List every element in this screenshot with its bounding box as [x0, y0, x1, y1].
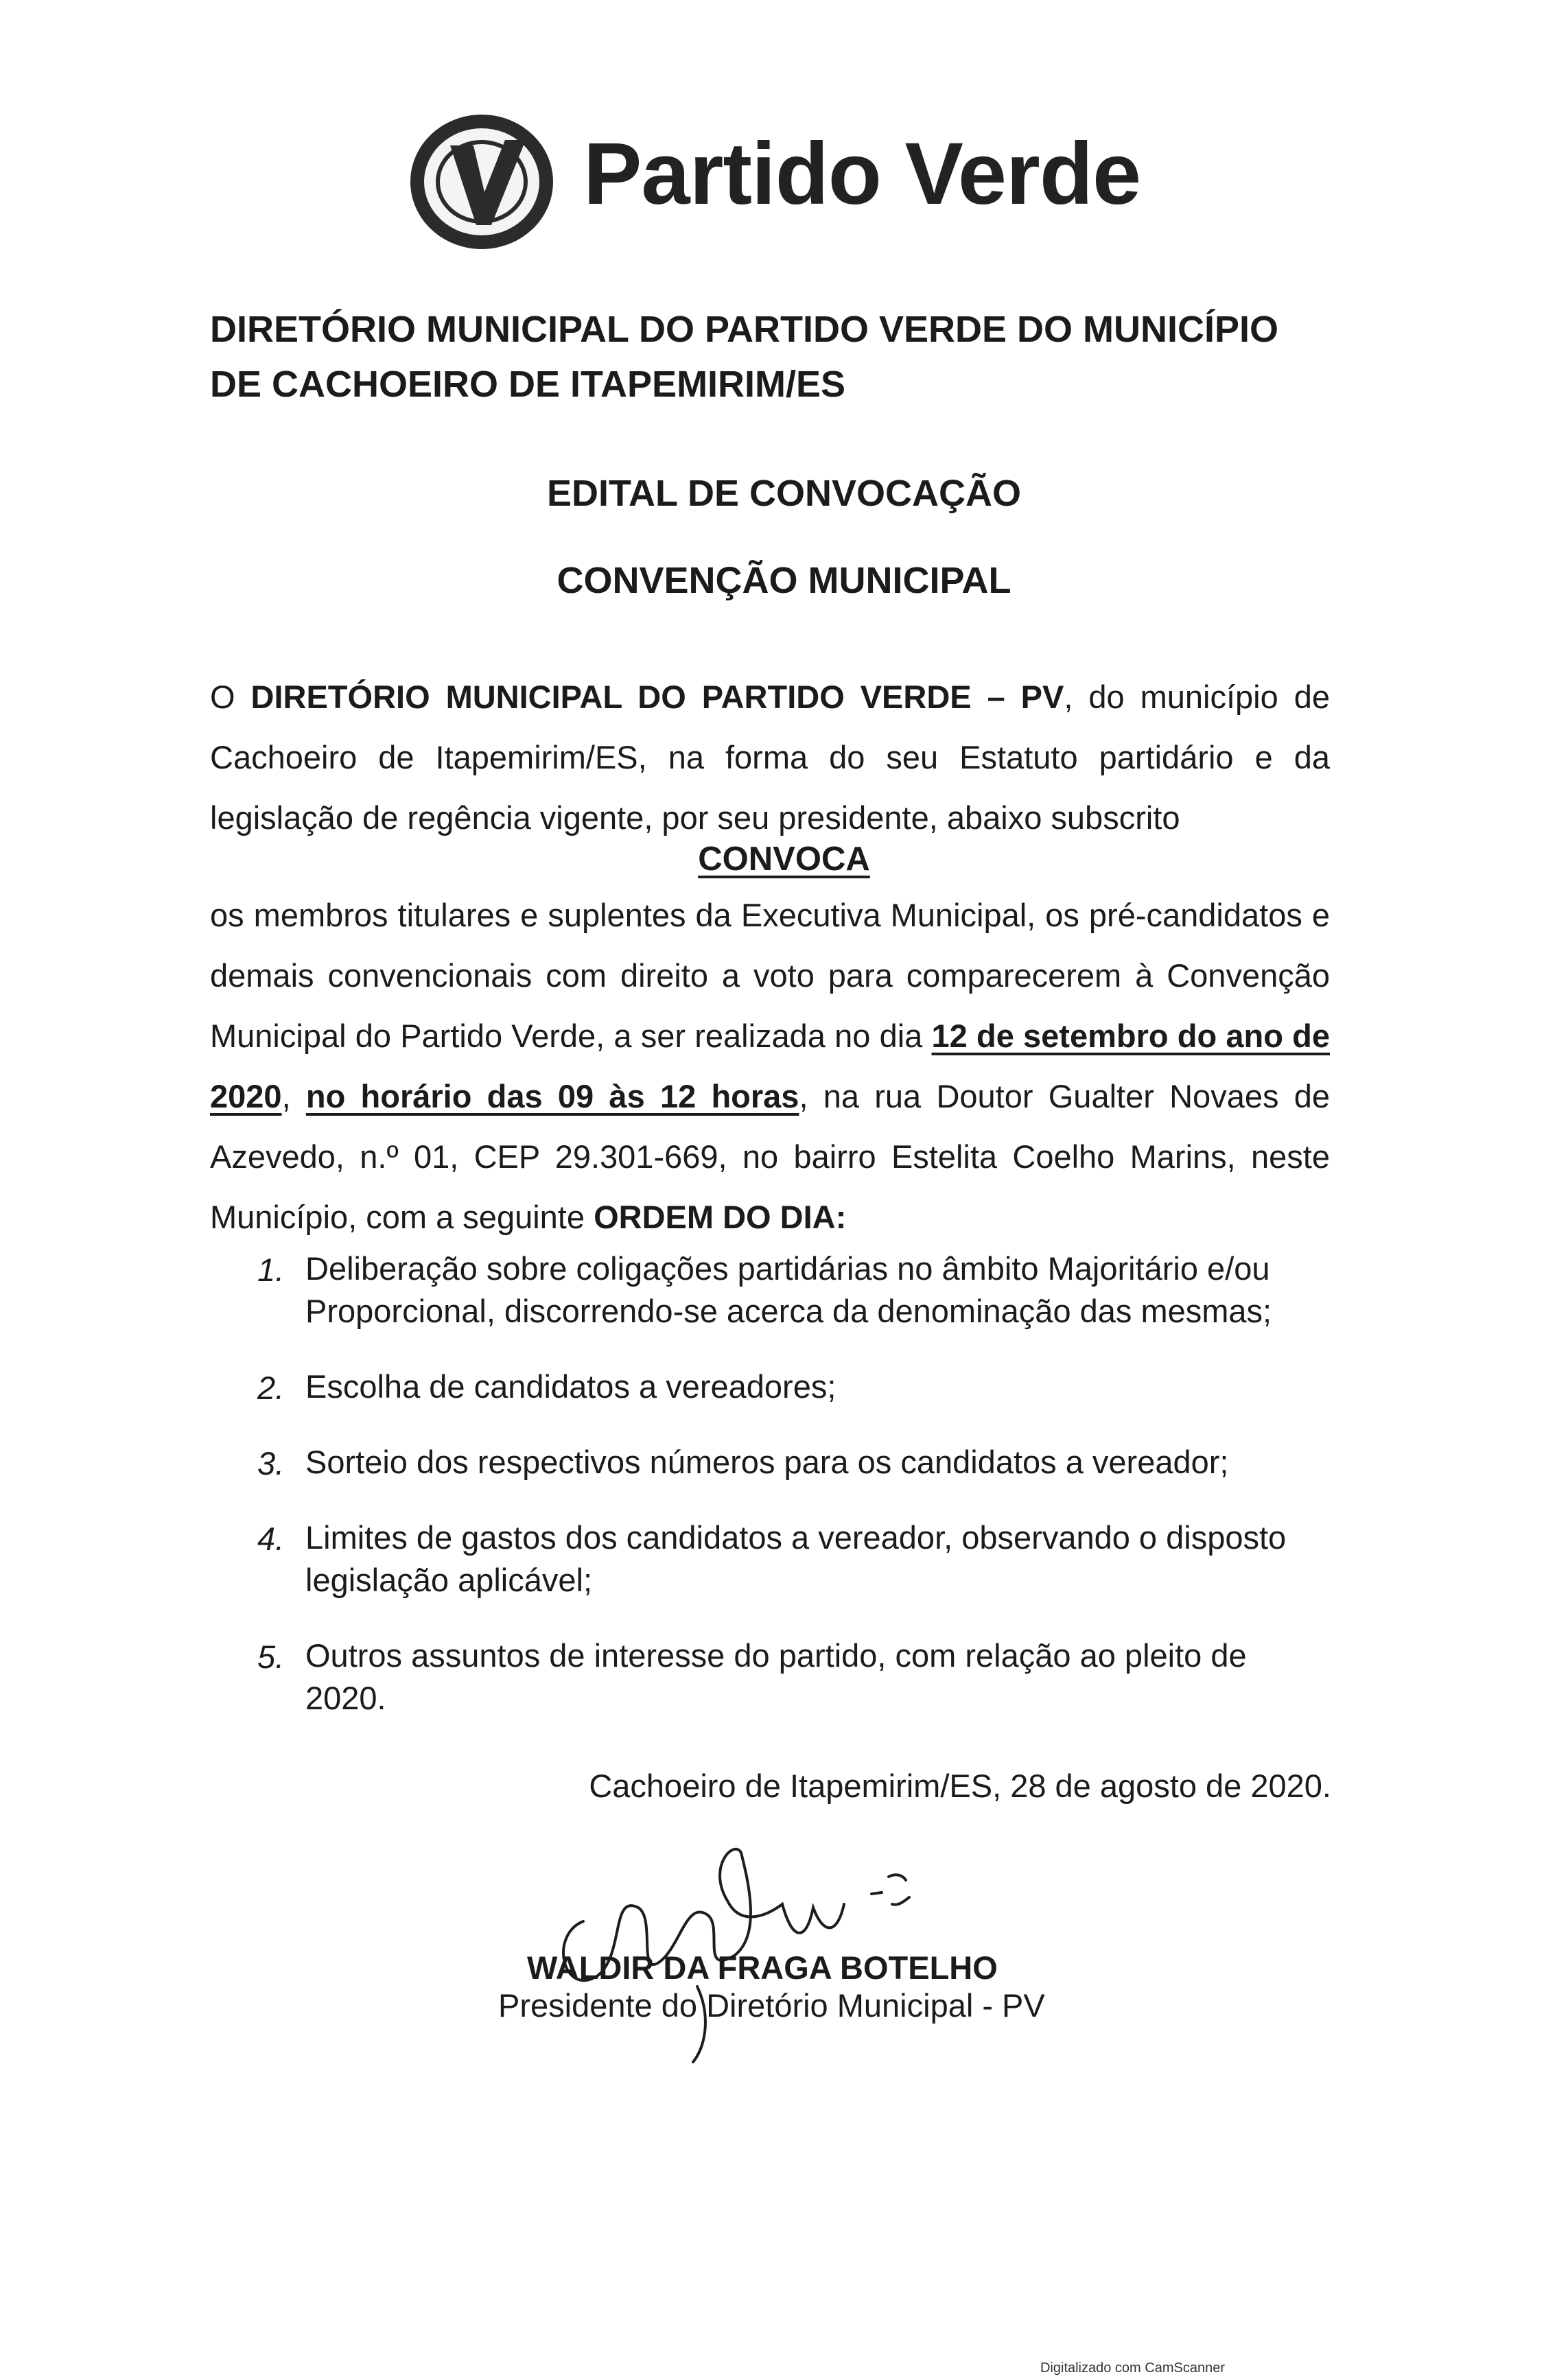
intro-entity: DIRETÓRIO MUNICIPAL DO PARTIDO VERDE – PV — [250, 679, 1064, 715]
agenda-item — [257, 1516, 1331, 1602]
agenda-item-text: Deliberação sobre coligações partidárias no âmbito Majoritário e/ou Proporcional, discorrendo-se acerca da denominação das mesmas; — [305, 1250, 1272, 1329]
main-paragraph — [210, 885, 1330, 1247]
agenda-item-number: 2. — [257, 1370, 285, 1406]
agenda-item-number: 4. — [257, 1521, 285, 1557]
agenda-item-number: 1. — [257, 1252, 285, 1288]
agenda-list — [257, 1247, 1331, 1753]
agenda-item-number: 5. — [257, 1639, 285, 1675]
agenda-item-text: Sorteio dos respectivos números para os candidatos a vereador; — [305, 1444, 1229, 1480]
logo-text: Partido Verde — [583, 125, 1141, 223]
header-line-2: DE CACHOEIRO DE ITAPEMIRIM/ES — [210, 364, 846, 405]
intro-paragraph — [210, 667, 1330, 848]
signatory-name: WALDIR DA FRAGA BOTELHO — [527, 1949, 998, 1986]
agenda-item — [257, 1366, 1331, 1408]
main-text-2: , — [281, 1078, 306, 1114]
agenda-item-text: Limites de gastos dos candidatos a vereador, observando o disposto legislação aplicável; — [305, 1519, 1287, 1598]
intro-text-2: , do município de Cachoeiro de Itapemirim/ES, na forma do seu Estatuto partidário e da legislação de regência vigente, por seu presidente, abaixo subscrito — [210, 679, 1330, 836]
ordem-do-dia: ORDEM DO DIA: — [594, 1199, 847, 1235]
agenda-item-number: 3. — [257, 1445, 285, 1481]
document-title: EDITAL DE CONVOCAÇÃO — [546, 473, 1022, 514]
agenda-item — [257, 1247, 1331, 1333]
convention-date: 12 de setembro do ano de 2020 — [210, 1018, 1331, 1114]
partido-verde-v-seal-icon — [405, 110, 563, 254]
intro-text-1: O — [210, 679, 251, 715]
document-header — [210, 302, 1377, 412]
signatory-role: Presidente do Diretório Municipal - PV — [498, 1987, 1045, 2024]
header-line-1: DIRETÓRIO MUNICIPAL DO PARTIDO VERDE DO MUNICÍPIO — [210, 309, 1279, 350]
main-text-3: , na rua Doutor Gualter Novaes de Azevedo, n.º 01, CEP 29.301-669, no bairro Estelita Coelho Marins, neste Município, com a seguinte — [210, 1078, 1330, 1235]
convoca-heading: CONVOCA — [698, 841, 870, 878]
main-text-1: os membros titulares e suplentes da Executiva Municipal, os pré-candidatos e demais convencionais com direito a voto para comparecerem à Convenção Municipal do Partido Verde, a ser realizada no dia — [210, 897, 1330, 1054]
agenda-item — [257, 1634, 1331, 1720]
document-subtitle: CONVENÇÃO MUNICIPAL — [557, 560, 1011, 601]
scanner-footer: Digitalizado com CamScanner — [1040, 2360, 1225, 2376]
agenda-item-text: Escolha de candidatos a vereadores; — [305, 1368, 836, 1405]
agenda-item-text: Outros assuntos de interesse do partido, com relação ao pleito de 2020. — [305, 1637, 1247, 1716]
agenda-item — [257, 1441, 1331, 1484]
date-place: Cachoeiro de Itapemirim/ES, 28 de agosto de 2020. — [589, 1768, 1331, 1804]
convention-time: no horário das 09 às 12 horas — [305, 1078, 799, 1114]
